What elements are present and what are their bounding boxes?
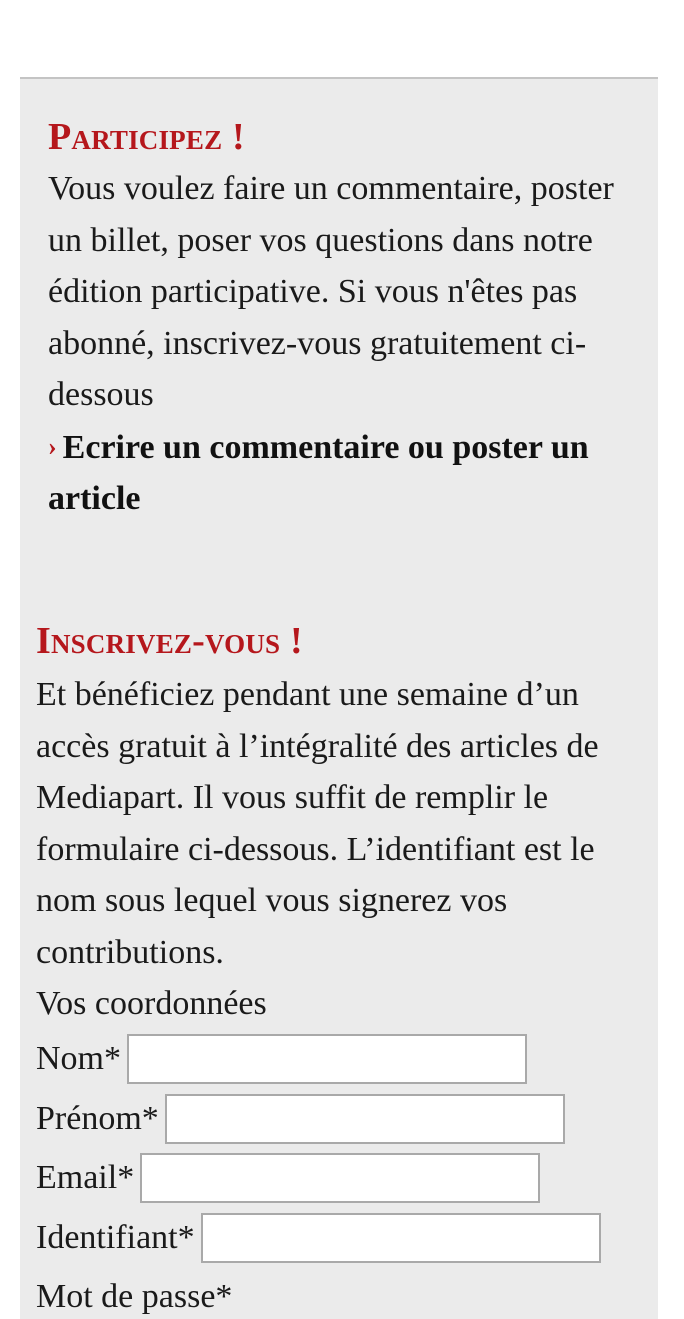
nom-input[interactable] [127,1034,527,1084]
register-text: Et bénéficiez pendant une semaine d’un accès gratuit à l’intégralité des articles de Mediapart. Il vous suffit de remplir le formulaire ci-dessous. L’identifiant est le nom sous lequel vous signerez vos contributions. [36,676,599,971]
participate-heading: Participez ! [48,116,245,158]
email-label: Email* [36,1159,135,1197]
register-heading: Inscrivez-vous ! [36,620,303,662]
register-section [36,619,648,1319]
participate-section [48,115,648,525]
prenom-label: Prénom* [36,1099,159,1137]
nom-label: Nom* [36,1040,121,1078]
password-row [36,1268,648,1319]
email-input[interactable] [140,1153,540,1203]
prenom-row [36,1089,648,1149]
nom-row [36,1030,648,1090]
participate-text: Vous voulez faire un commentaire, poster un billet, poser vos questions dans notre édition participative. Si vous n'êtes pas abonné, inscrivez-vous gratuitement ci-dessous [48,170,614,413]
identifiant-label: Identifiant* [36,1218,195,1256]
chevron-right-icon: › [48,431,57,461]
email-row [36,1149,648,1209]
identifiant-input[interactable] [201,1213,601,1263]
coordinates-label: Vos coordonnées [36,985,267,1022]
registration-form [36,1030,648,1319]
sidebar-panel [20,77,658,1319]
write-comment-link[interactable] [48,421,648,525]
identifiant-row [36,1208,648,1268]
prenom-input[interactable] [165,1094,565,1144]
write-comment-link-label: Ecrire un commentaire ou poster un article [48,428,589,517]
password-label: Mot de passe* [36,1278,233,1316]
